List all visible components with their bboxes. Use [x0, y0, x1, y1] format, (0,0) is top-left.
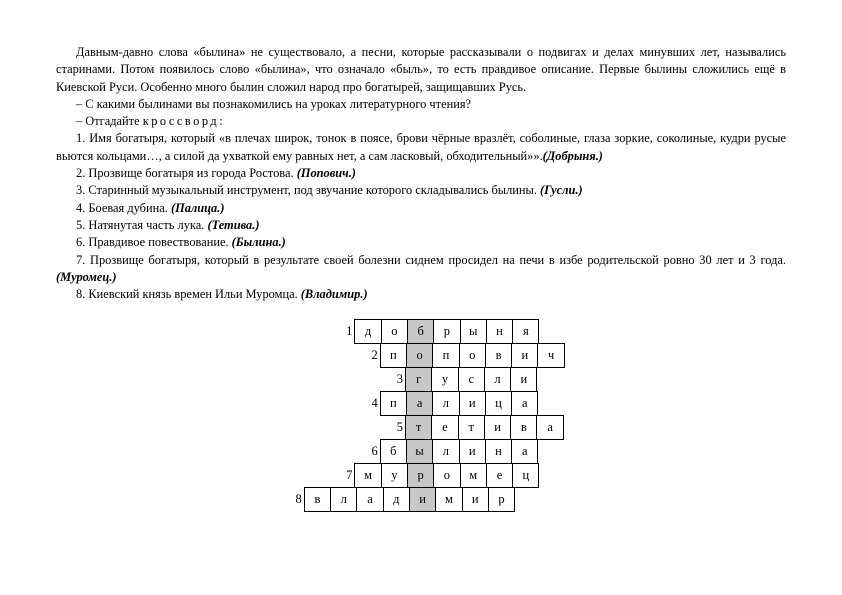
crossword-cell: р — [433, 319, 460, 344]
crossword-cell: а — [511, 439, 538, 464]
crossword-row-number: 4 — [371, 396, 378, 410]
crossword-cell: д — [383, 487, 410, 512]
clue-answer: (Муромец.) — [56, 269, 117, 284]
clue-text: 1. Имя богатыря, который «в плечах широк, тонок в поясе, брови чёрные вразлёт, соболиные, глаза зоркие, соколиные, кудри русые вьются кольцами…, а силой да ухваткой ему равных нет, а сам ласковый, обходительный»». — [56, 131, 786, 163]
crossword-cell: в — [304, 487, 331, 512]
crossword-cell: а — [536, 415, 563, 440]
crossword-row-4 — [366, 391, 539, 415]
crossword-cell: и — [459, 391, 486, 416]
crossword-cell: ц — [512, 463, 539, 488]
question-2-word: кроссворд: — [142, 114, 226, 129]
crossword-key-cell: о — [406, 343, 433, 368]
clue-answer: (Былина.) — [231, 235, 286, 250]
clue-answer: (Палица.) — [170, 200, 225, 215]
crossword-key-cell: т — [405, 415, 432, 440]
crossword-cell: б — [380, 439, 407, 464]
crossword-cell: л — [484, 367, 511, 392]
crossword-row-number: 3 — [396, 372, 403, 386]
crossword-cell: а — [356, 487, 383, 512]
crossword-cell: н — [486, 319, 513, 344]
crossword-cell: п — [432, 343, 459, 368]
crossword-cell: у — [431, 367, 458, 392]
crossword-cell: в — [485, 343, 512, 368]
crossword-cell: л — [432, 391, 459, 416]
crossword-cell: е — [486, 463, 513, 488]
crossword-key-cell: г — [405, 367, 432, 392]
clue-answer: (Попович.) — [296, 166, 356, 181]
clue-text: 4. Боевая дубина. — [76, 200, 171, 215]
crossword-cell: м — [435, 487, 462, 512]
clue-text: 6. Правдивое повествование. — [76, 235, 232, 250]
crossword-cell: о — [459, 343, 486, 368]
crossword-key-cell: б — [407, 319, 434, 344]
crossword-cell: м — [460, 463, 487, 488]
crossword-key-cell: а — [406, 391, 433, 416]
crossword-row-number: 5 — [396, 420, 403, 434]
crossword-cell: ы — [460, 319, 487, 344]
crossword-row-number: 2 — [371, 348, 378, 362]
question-2-lead: – Отгадайте — [76, 114, 143, 129]
crossword-cell: и — [462, 487, 489, 512]
crossword-cell: и — [511, 343, 538, 368]
clue-answer: (Добрыня.) — [542, 148, 603, 163]
clue-text: 2. Прозвище богатыря из города Ростова. — [76, 166, 297, 181]
crossword-row-number: 6 — [371, 444, 378, 458]
clue-text: 3. Старинный музыкальный инструмент, под звучание которого складывались былины. — [76, 183, 541, 198]
crossword-cell: ц — [485, 391, 512, 416]
crossword-cell: п — [380, 343, 407, 368]
crossword-cell: д — [354, 319, 381, 344]
clue-text: 7. Прозвище богатыря, который в результате своей болезни сиднем просидел на печи в избе родительской ровно 30 лет и 3 года. — [76, 252, 786, 267]
crossword-cell: т — [458, 415, 485, 440]
crossword-row-3 — [391, 367, 537, 391]
crossword-cell: н — [485, 439, 512, 464]
crossword-row-5 — [391, 415, 564, 439]
crossword-cell: о — [381, 319, 408, 344]
crossword-cell: ч — [537, 343, 564, 368]
crossword-cell: л — [330, 487, 357, 512]
crossword-cell: и — [510, 367, 537, 392]
clue-answer: (Гусли.) — [540, 183, 583, 198]
crossword-row-number: 7 — [346, 468, 353, 482]
crossword-row-6 — [366, 439, 539, 463]
crossword-row-7 — [340, 463, 539, 487]
crossword-cell: я — [512, 319, 539, 344]
crossword-cell: а — [511, 391, 538, 416]
crossword-row-8 — [290, 487, 515, 511]
intro-paragraph: Давным-давно слова «былина» не существовало, а песни, которые рассказывали о подвигах и делах минувших лет, назывались старинами. Потом появилось слово «былина», что означало «быль», то есть правдивое описание. Первые былины сложились ещё в Киевской Руси. Особенно много былин сложил народ про богатырей, защищавших Русь. — [56, 45, 786, 94]
crossword-key-cell: и — [409, 487, 436, 512]
crossword-cell: р — [488, 487, 515, 512]
crossword-row-number: 1 — [346, 324, 353, 338]
clue-answer: (Тетива.) — [207, 217, 260, 232]
crossword-cell: и — [459, 439, 486, 464]
crossword-cell: л — [432, 439, 459, 464]
clue-text: 5. Натянутая часть лука. — [76, 217, 208, 232]
crossword-row-2 — [366, 343, 565, 367]
crossword-cell: м — [354, 463, 381, 488]
crossword-cell: у — [381, 463, 408, 488]
crossword-key-cell: ы — [406, 439, 433, 464]
crossword-cell: в — [510, 415, 537, 440]
crossword-cell: п — [380, 391, 407, 416]
crossword-cell: с — [458, 367, 485, 392]
crossword-cell: е — [431, 415, 458, 440]
crossword-cell: о — [433, 463, 460, 488]
crossword-row-number: 8 — [295, 492, 302, 506]
clue-text: 8. Киевский князь времен Ильи Муромца. — [76, 287, 301, 302]
clue-answer: (Владимир.) — [300, 287, 368, 302]
crossword-cell: и — [484, 415, 511, 440]
question-1: – С какими былинами вы познакомились на уроках литературного чтения? — [76, 96, 472, 111]
crossword-key-cell: р — [407, 463, 434, 488]
crossword-row-1 — [340, 319, 539, 343]
